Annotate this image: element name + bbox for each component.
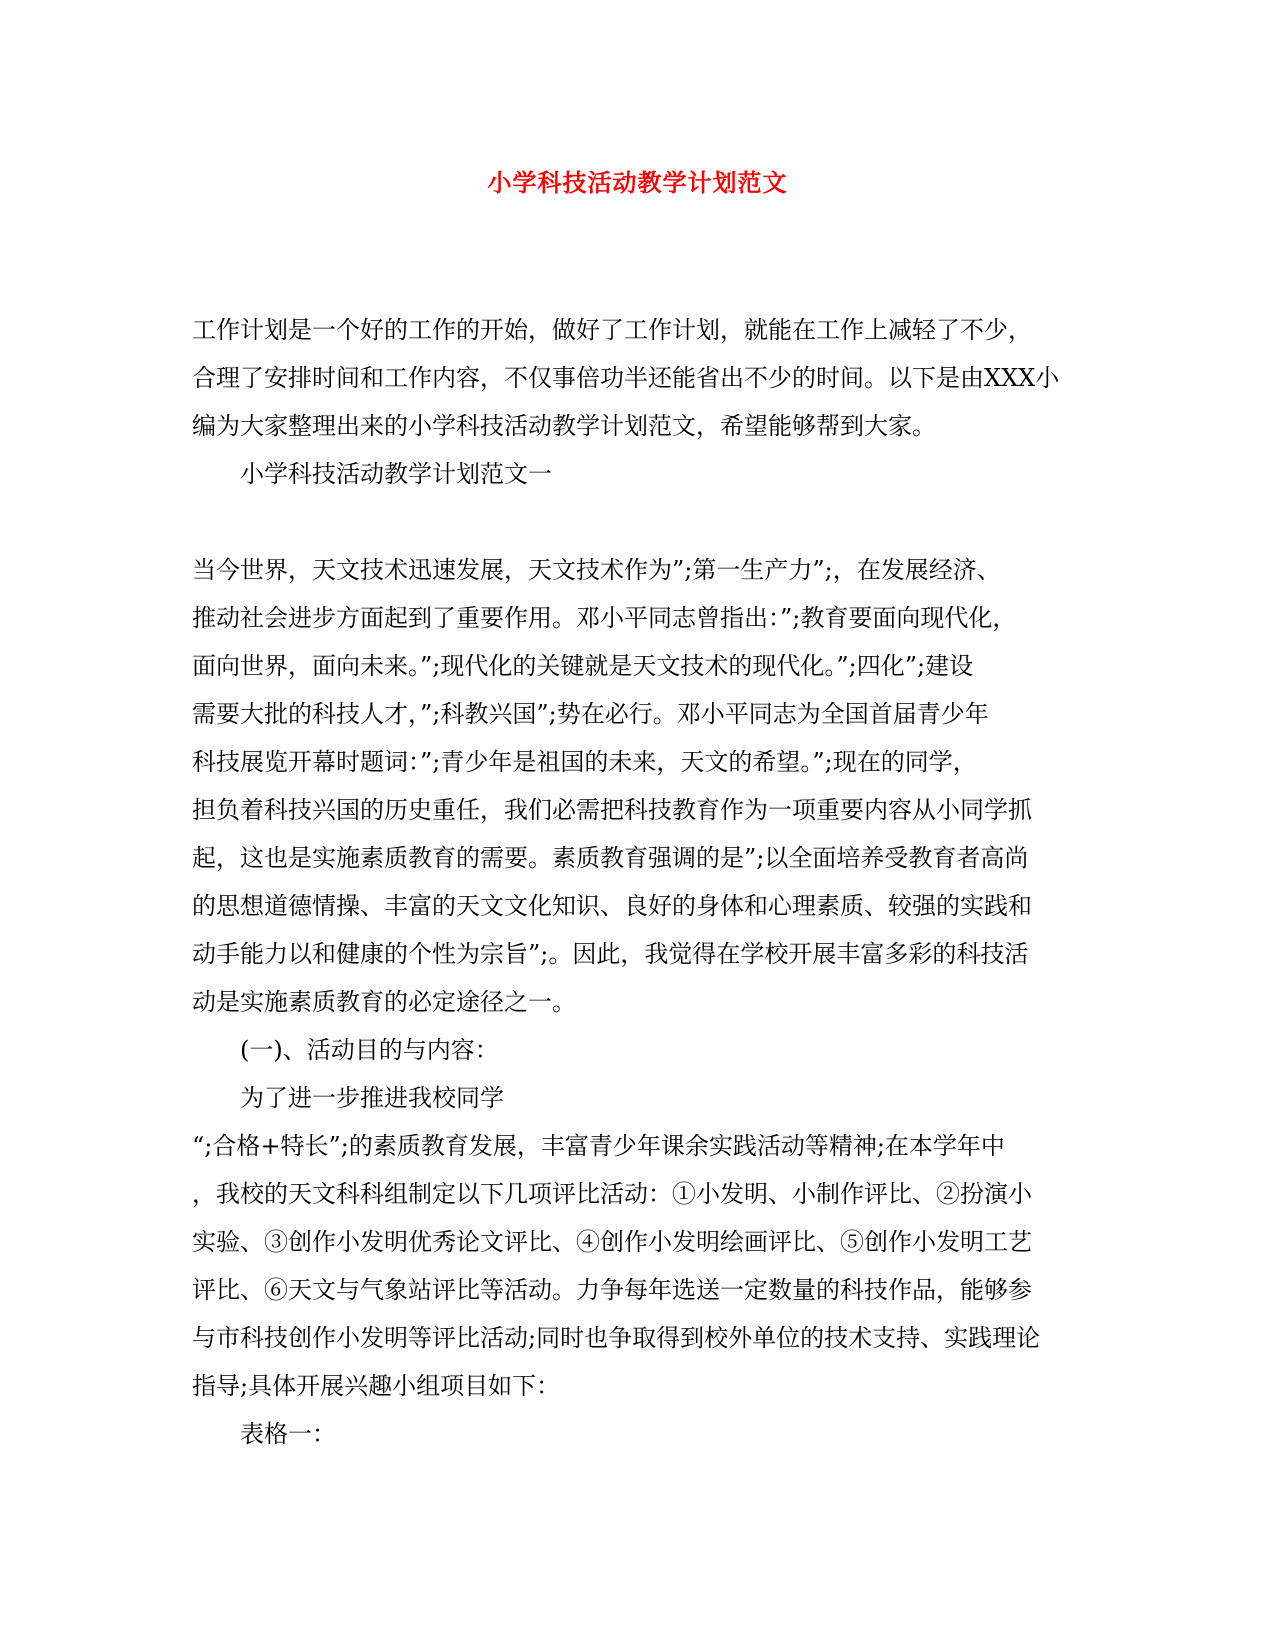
paragraph-line: 科技展览开幕时题词：”;青少年是祖国的未来，天文的希望。”;现在的同学，	[192, 748, 977, 776]
purpose-line: ，我校的天文科科组制定以下几项评比活动：①小发明、小制作评比、②扮演小	[192, 1180, 1032, 1208]
paragraph-line: 面向世界，面向未来。”;现代化的关键就是天文技术的现代化。”;四化”;建设	[192, 652, 974, 680]
purpose-line: 指导;具体开展兴趣小组项目如下：	[192, 1372, 561, 1400]
section-heading: 小学科技活动教学计划范文一	[240, 460, 552, 488]
subheading: (一)、活动目的与内容：	[240, 1036, 499, 1064]
paragraph-line: 动是实施素质教育的必定途径之一。	[192, 988, 576, 1016]
paragraph-line: 推动社会进步方面起到了重要作用。邓小平同志曾指出：”;教育要面向现代化，	[192, 604, 1017, 632]
paragraph-line: 担负着科技兴国的历史重任，我们必需把科技教育作为一项重要内容从小同学抓	[192, 796, 1032, 824]
purpose-line: “;合格+特长”;的素质教育发展，丰富青少年课余实践活动等精神;在本学年中	[192, 1132, 1005, 1160]
paragraph-line: 起，这也是实施素质教育的需要。素质教育强调的是”;以全面培养受教育者高尚	[192, 844, 1029, 872]
table-label: 表格一：	[240, 1420, 336, 1448]
intro-line: 编为大家整理出来的小学科技活动教学计划范文，希望能够帮到大家。	[192, 412, 936, 440]
intro-line: 合理了安排时间和工作内容，不仅事倍功半还能省出不少的时间。以下是由XXX小	[192, 364, 1060, 392]
paragraph-line: 的思想道德情操、丰富的天文文化知识、良好的身体和心理素质、较强的实践和	[192, 892, 1032, 920]
intro-line: 工作计划是一个好的工作的开始，做好了工作计划，就能在工作上减轻了不少，	[192, 316, 1032, 344]
blank-line	[192, 498, 1082, 546]
paragraph-line: 需要大批的科技人才，”;科教兴国”;势在必行。邓小平同志为全国首届青少年	[192, 700, 989, 728]
paragraph-line: 当今世界，天文技术迅速发展，天文技术作为”;第一生产力”;，在发展经济、	[192, 556, 1001, 584]
document-title: 小学科技活动教学计划范文	[487, 168, 788, 197]
purpose-line: 实验、③创作小发明优秀论文评比、④创作小发明绘画评比、⑤创作小发明工艺	[192, 1228, 1032, 1256]
paragraph-line: 动手能力以和健康的个性为宗旨”;。因此，我觉得在学校开展丰富多彩的科技活	[192, 940, 1029, 968]
purpose-line: 与市科技创作小发明等评比活动;同时也争取得到校外单位的技术支持、实践理论	[192, 1324, 1041, 1352]
purpose-line: 为了进一步推进我校同学	[240, 1084, 504, 1112]
document-body	[192, 306, 1082, 1458]
purpose-line: 评比、⑥天文与气象站评比等活动。力争每年选送一定数量的科技作品，能够参	[192, 1276, 1032, 1304]
